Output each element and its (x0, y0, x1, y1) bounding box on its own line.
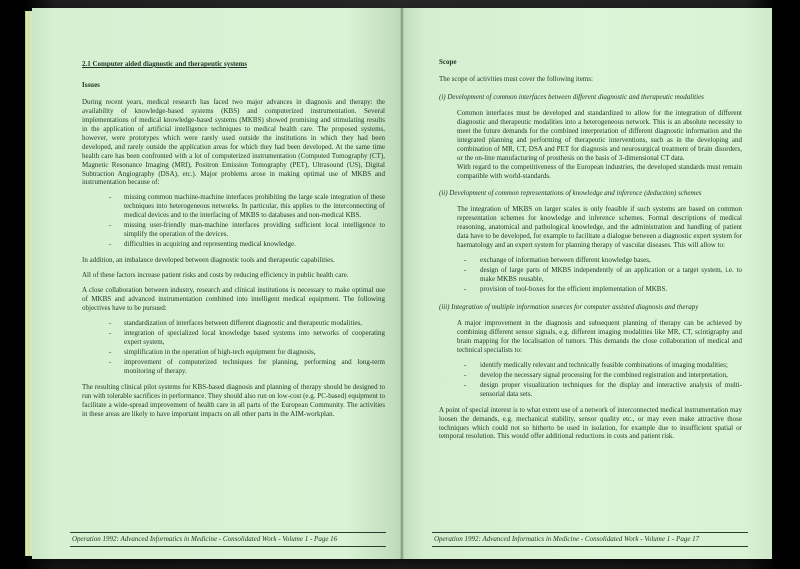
bullet-list (457, 361, 742, 399)
list-item (457, 285, 742, 294)
bullet-dash: - (464, 285, 467, 294)
bullet-list (82, 319, 385, 376)
footer-text: Operation 1992: Advanced Informatics in Medicine - Consolidated Work - Volume 1 - Page 16 (72, 535, 338, 543)
right-page-footer (432, 532, 748, 547)
list-item-text: improvement of computerized techniques for planning, performing and long-term monitoring of therapy. (124, 357, 385, 375)
paragraph: With regard to the competitiveness of the European industries, the developed standards must remain compatible with world-standards. (457, 162, 742, 180)
paragraph: The integration of MKBS on larger scales is only feasible if such systems are based on common representation schemes for knowledge and inference schemes. Formal descriptions of medical reasoning, anatomical and pathological knowledge, and the administration and handling of patient data have to be developed, for example to facilitate a dialogue between a diagnostic expert system for haematology and an expert system for planning therapy of vascular diseases. This will allow to: (457, 205, 742, 250)
bullet-dash: - (109, 193, 112, 202)
scope-subheading: Scope (439, 58, 457, 66)
bullet-dash: - (464, 266, 467, 275)
list-item-text: provision of tool-boxes for the efficient implementation of MKBS. (480, 285, 668, 294)
list-item (82, 240, 385, 249)
paragraph: A close collaboration between industry, research and clinical institutions is necessary to make optimal use of MKBS and advanced instrumentation combined into intelligent medical equipment. The following objectives have to be pursued: (82, 286, 385, 312)
item-i-body (457, 109, 742, 181)
list-item (457, 256, 742, 265)
paragraph: Common interfaces must be developed and standardized to allow for the integration of different diagnostic and therapeutic modalities into a heterogeneous network. This is an absolute necessity to meet the future demands for the combined interpretation of different diagnostic information and the integrated planning and performing of therapeutic interventions, such as in the developing and combination of MR, CT, DSA and PET for diagnosis and neurosurgical treatment of brain disorders, or the on-line manufacturing of prosthesis on the basis of 3-dimensional CT data. (457, 108, 742, 162)
item-iii-heading: (iii) Integration of multiple information sources for computer assisted diagnosis and therapy (439, 303, 699, 312)
left-page (32, 8, 402, 559)
list-item-text: identify medically relevant and technically feasible combinations of imaging modalities; (480, 360, 728, 369)
list-item-text: develop the necessary signal processing for the combined registration and interpretation, (480, 370, 728, 379)
bullet-dash: - (109, 347, 112, 356)
item-ii-body (457, 205, 742, 294)
bullet-dash: - (464, 256, 467, 265)
left-page-content (82, 60, 385, 424)
list-item (82, 329, 385, 347)
open-book (32, 8, 772, 559)
list-item-text: missing user-friendly man-machine interfaces providing sufficient local intelligence to simplify the operation of the devices. (124, 221, 385, 239)
paragraph: A point of special interest is to what extent use of a network of interconnected medical instrumentation may loosen the demands, e.g. mechanical stability, sensor quality etc., or may even make attractive those techniques which could not so hitherto be used in isolation, for example due to insufficient spatial or temporal resolution. This would offer additional reductions in costs and patient risk. (439, 405, 742, 441)
bullet-dash: - (109, 221, 112, 230)
bullet-dash: - (464, 370, 467, 379)
list-item-text: standardization of interfaces between different diagnostic and therapeutic modalities, (124, 318, 362, 327)
paragraph: A major improvement in the diagnosis and subsequent planning of therapy can be achieved by combining different sensor signals, e.g. different imaging modalities like MR, CT, scintigraphy and brain mapping for the localisation of tumors. This demands the close collaboration of medical and technical specialists to: (457, 318, 742, 354)
right-page (402, 8, 772, 559)
list-item-text: missing common machine-machine interfaces prohibiting the large scale integration of these techniques into heterogeneous networks. In particular, this applies to the interconnecting of medical devices and to the interfacing of MKBS to databases and non-medical KBS. (124, 193, 385, 220)
bullet-dash: - (464, 380, 467, 389)
list-item-text: integration of specialized local knowledge based systems into networks of cooperating expert system, (124, 328, 385, 346)
bullet-dash: - (109, 357, 112, 366)
bullet-dash: - (109, 328, 112, 337)
bullet-dash: - (464, 360, 467, 369)
issues-subheading: Issues (82, 80, 100, 89)
list-item-text: exchange of information between different knowledge bases, (480, 256, 651, 265)
list-item (457, 361, 742, 370)
list-item (82, 193, 385, 220)
left-page-footer (70, 532, 386, 547)
item-i-heading: (i) Development of common interfaces between different diagnostic and therapeutic modalities (439, 92, 704, 101)
list-item (457, 381, 742, 399)
list-item-text: design of large parts of MKBS independently of an application or a target system, i.e. to make MKBS reusable, (480, 266, 742, 284)
section-heading: 2.1 Computer aided diagnostic and therapeutic systems (82, 60, 247, 68)
list-item (82, 319, 385, 328)
bullet-list (82, 193, 385, 249)
bullet-list (457, 256, 742, 294)
paragraph: The resulting clinical pilot systems for KBS-based diagnosis and planning of therapy should be designed to run with tolerable sacrifices in performance. They should also run on low-cost (e.g. PC-based) equipment to facilitate a wide-spread improvement of health care in all parts of the European Community. The activities in these areas are likely to have important impacts on all other parts in the AIM-workplan. (82, 382, 385, 418)
right-page-content (439, 58, 742, 447)
bullet-dash: - (109, 240, 112, 249)
list-item (82, 221, 385, 239)
list-item (457, 371, 742, 380)
list-item-text: difficulties in acquiring and representing medical knowledge. (124, 240, 296, 249)
bullet-dash: - (109, 318, 112, 327)
list-item-text: simplification in the operation of high-tech equipment for diagnosis, (124, 347, 316, 356)
list-item (457, 266, 742, 284)
paragraph: All of these factors increase patient risks and costs by reducing efficiency in public health care. (82, 271, 349, 280)
book-fold-gutter (400, 8, 404, 559)
item-iii-body (457, 319, 742, 399)
list-item (82, 348, 385, 357)
list-item (82, 358, 385, 376)
paragraph: The scope of activities must cover the following items: (439, 74, 593, 83)
list-item-text: design proper visualization techniques for the display and interactive analysis of multi-sensorial data sets. (480, 380, 742, 398)
footer-text: Operation 1992: Advanced Informatics in Medicine - Consolidated Work - Volume 1 - Page 17 (434, 535, 700, 543)
item-ii-heading: (ii) Development of common representations of knowledge and inference (deduction) schemes (439, 189, 702, 198)
paragraph: During recent years, medical research has faced two major advances in diagnosis and therapy: the availability of knowledge-based systems (KBS) and computerized instrumentation. Several implementations of medical knowledge-based systems (MKBS) showed promising and stimulating results in the application of artificial intelligence techniques to medical health care. The proposed systems, however, were prototypes which were rarely used outside the institutions in which they had been developed, and rarely outside the application areas for which they had been developed. At the same time health care has been confronted with a lot of computerized instrumentation (Computed Tomography (CT), Magnetic Resonance Imaging (MRI), Positron Emission Tomography (PET), Ultrasound (US), Digital Subtraction Angiography (DSA), etc.). Major problems arose in making optimal use of MKBS and instrumentation because of: (82, 97, 385, 187)
paragraph: In addition, an imbalance developed between diagnostic tools and therapeutic capabilities. (82, 256, 335, 265)
